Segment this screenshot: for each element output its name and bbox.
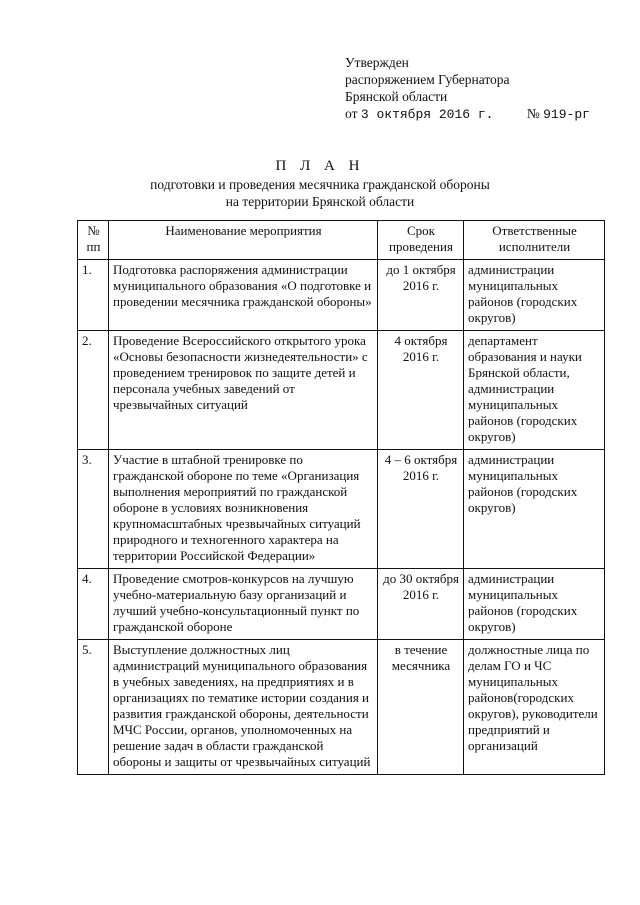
row-responsible: администрации муниципальных районов (городских округов) xyxy=(464,260,605,331)
row-responsible: департамент образования и науки Брянской области, администрации муниципальных районов (городских округов) xyxy=(464,331,605,450)
table-header-row xyxy=(78,221,605,260)
plan-subtitle-line-1: подготовки и проведения месячника гражданской обороны xyxy=(150,177,490,192)
row-deadline: в течение месячника xyxy=(378,640,464,775)
plan-table xyxy=(77,220,605,775)
row-number: 1. xyxy=(78,260,109,331)
approval-number-label: № xyxy=(526,106,540,121)
row-deadline: 4 октября 2016 г. xyxy=(378,331,464,450)
table-row xyxy=(78,331,605,450)
row-event-name: Проведение смотров-конкурсов на лучшую учебно-материальную базу организаций и лучший учебно-консультационный пункт по гражданской обороне xyxy=(109,569,378,640)
table-row xyxy=(78,260,605,331)
plan-subtitle-line-2: на территории Брянской области xyxy=(225,194,415,209)
row-number: 5. xyxy=(78,640,109,775)
row-number: 4. xyxy=(78,569,109,640)
header-event-name: Наименование мероприятия xyxy=(109,221,378,260)
header-responsible: Ответственные исполнители xyxy=(464,221,605,260)
table-row xyxy=(78,450,605,569)
row-number: 3. xyxy=(78,450,109,569)
header-deadline: Срок проведения xyxy=(378,221,464,260)
row-event-name: Участие в штабной тренировке по гражданской обороне по теме «Организация выполнения мероприятий по гражданской обороне в условиях возникновения крупномасштабных чрезвычайных ситуаций природного и техногенного характера на территории Российской Федерации» xyxy=(109,450,378,569)
header-number: № пп xyxy=(78,221,109,260)
row-deadline: до 1 октября 2016 г. xyxy=(378,260,464,331)
approval-line-region: Брянской области xyxy=(345,89,448,104)
document-heading xyxy=(0,156,640,210)
row-deadline: до 30 октября 2016 г. xyxy=(378,569,464,640)
row-event-name: Проведение Всероссийского открытого урока «Основы безопасности жизнедеятельности» с проведением тренировок по защите детей и персонала учебных заведений от чрезвычайных ситуаций xyxy=(109,331,378,450)
approval-date-line xyxy=(345,105,635,123)
approval-date: 3 октября 2016 г. xyxy=(360,107,494,122)
approval-line-approved: Утвержден xyxy=(345,55,409,70)
row-responsible: должностные лица по делам ГО и ЧС муниципальных районов(городских округов), руководители предприятий и организаций xyxy=(464,640,605,775)
approval-date-prefix: от xyxy=(345,106,358,121)
row-deadline: 4 – 6 октября 2016 г. xyxy=(378,450,464,569)
row-number: 2. xyxy=(78,331,109,450)
table-row xyxy=(78,569,605,640)
approval-block xyxy=(345,54,635,123)
row-responsible: администрации муниципальных районов (городских округов) xyxy=(464,569,605,640)
row-responsible: администрации муниципальных районов (городских округов) xyxy=(464,450,605,569)
row-event-name: Подготовка распоряжения администрации муниципального образования «О подготовке и проведении месячника гражданской обороны» xyxy=(109,260,378,331)
approval-line-order: распоряжением Губернатора xyxy=(345,72,510,87)
row-event-name: Выступление должностных лиц администраций муниципального образования в учебных заведениях, на предприятиях и в организациях по тематике истории создания и развития гражданской обороны, деятельности МЧС России, органов, уполномоченных на решение задач в области гражданской обороны и защиты от чрезвычайных ситуаций xyxy=(109,640,378,775)
plan-title: П Л А Н xyxy=(275,158,365,174)
approval-number: 919-рг xyxy=(543,107,590,122)
table-row xyxy=(78,640,605,775)
